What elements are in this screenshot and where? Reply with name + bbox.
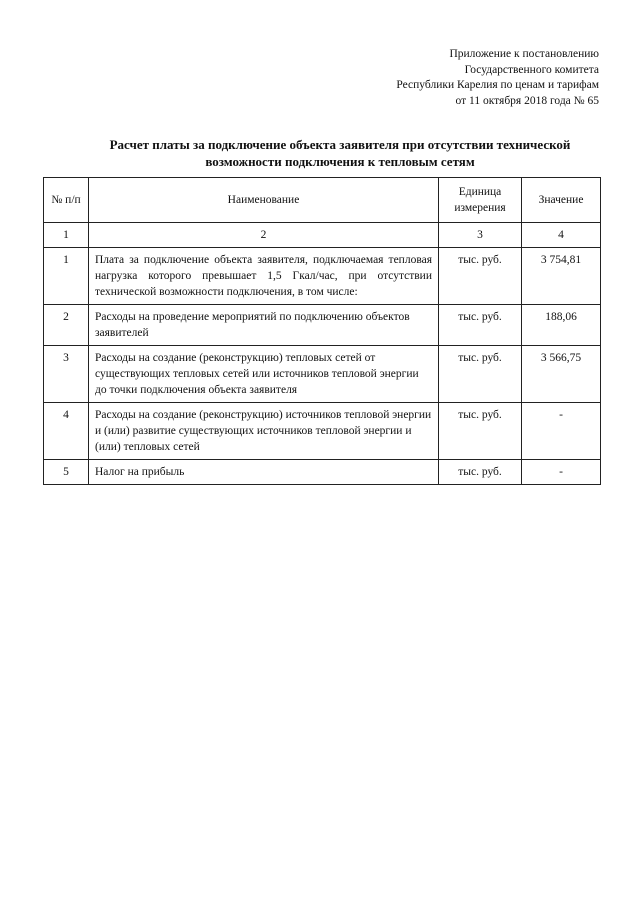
row-value: - (522, 460, 601, 485)
row-unit: тыс. руб. (439, 305, 522, 346)
row-name: Расходы на создание (реконструкцию) тепловых сетей от существующих тепловых сетей или источников тепловой энергии до точки подключения объекта заявителя (89, 346, 439, 403)
appendix-line: Приложение к постановлению (449, 48, 599, 60)
row-num: 4 (44, 403, 89, 460)
row-num: 3 (44, 346, 89, 403)
table-row (44, 248, 601, 305)
title-line: Расчет платы за подключение объекта заявителя при отсутствии технической (109, 137, 571, 152)
index-cell: 2 (89, 223, 439, 248)
row-value: 188,06 (522, 305, 601, 346)
header-unit: Единица измерения (439, 178, 522, 223)
row-num: 2 (44, 305, 89, 346)
row-name: Налог на прибыль (89, 460, 439, 485)
row-unit: тыс. руб. (439, 346, 522, 403)
appendix-line: Республики Карелия по ценам и тарифам (396, 79, 599, 91)
table-row (44, 305, 601, 346)
row-name: Плата за подключение объекта заявителя, подключаемая тепловая нагрузка которого превышает 1,5 Гкал/час, при отсутствии технической возможности подключения, в том числе: (89, 248, 439, 305)
table-row (44, 403, 601, 460)
row-num: 1 (44, 248, 89, 305)
index-cell: 1 (44, 223, 89, 248)
fee-table (43, 177, 601, 485)
row-name: Расходы на проведение мероприятий по подключению объектов заявителей (89, 305, 439, 346)
row-name: Расходы на создание (реконструкцию) источников тепловой энергии и (или) развитие существующих источников тепловой энергии и (или) тепловых сетей (89, 403, 439, 460)
header-num: № п/п (44, 178, 89, 223)
row-unit: тыс. руб. (439, 248, 522, 305)
table-row (44, 346, 601, 403)
appendix-header (396, 47, 599, 109)
table-header-row (44, 178, 601, 223)
index-cell: 3 (439, 223, 522, 248)
appendix-line: Государственного комитета (464, 63, 599, 76)
document-title (60, 136, 620, 170)
header-name: Наименование (89, 178, 439, 223)
row-value: 3 754,81 (522, 248, 601, 305)
column-index-row (44, 223, 601, 248)
appendix-line: от 11 октября 2018 года № 65 (455, 94, 599, 107)
row-unit: тыс. руб. (439, 460, 522, 485)
row-num: 5 (44, 460, 89, 485)
row-unit: тыс. руб. (439, 403, 522, 460)
title-line: возможности подключения к тепловым сетям (205, 154, 475, 169)
row-value: - (522, 403, 601, 460)
table-row (44, 460, 601, 485)
header-value: Значение (522, 178, 601, 223)
index-cell: 4 (522, 223, 601, 248)
row-value: 3 566,75 (522, 346, 601, 403)
